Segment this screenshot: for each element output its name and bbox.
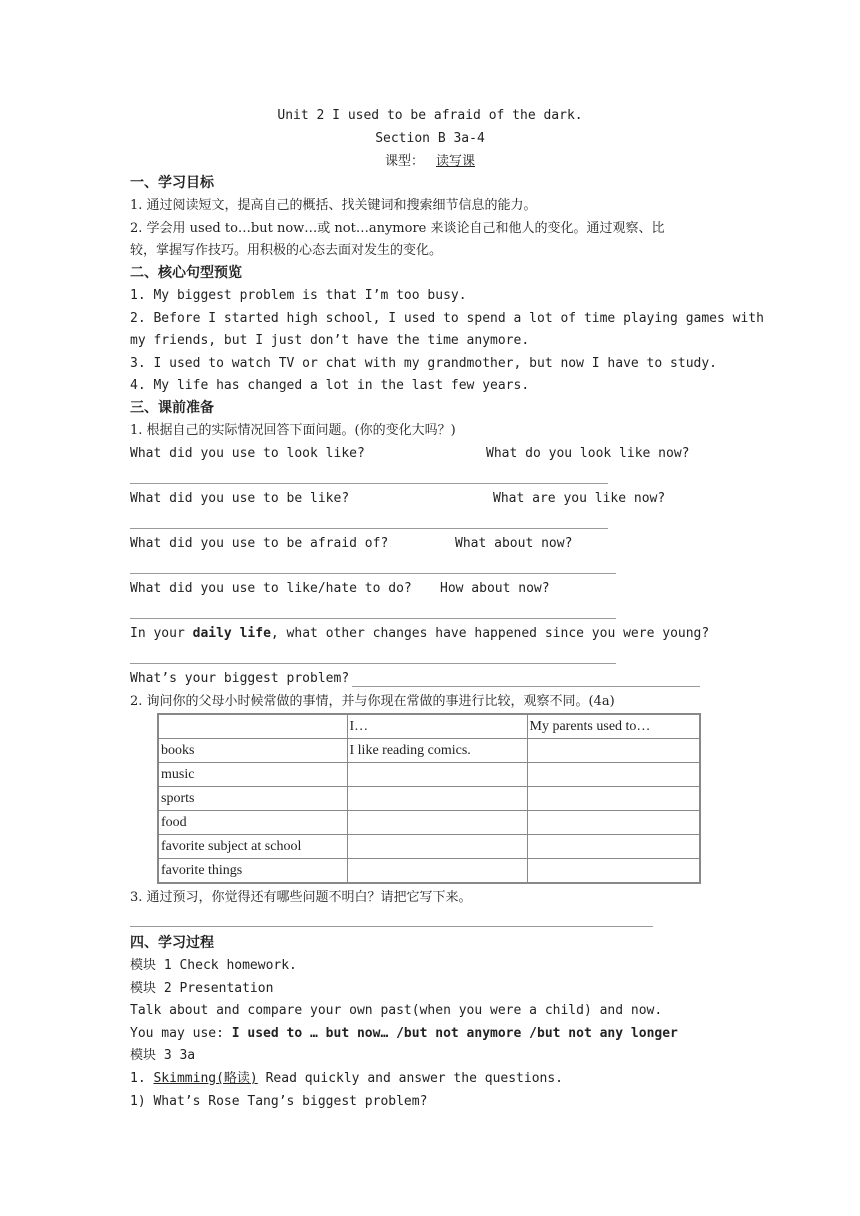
daily-life-question xyxy=(130,624,709,644)
section-4-heading: 四、学习过程 xyxy=(130,935,214,951)
table-row xyxy=(158,787,700,811)
daily-life-post: , what other changes have happened since you were young? xyxy=(270,626,710,641)
question-left: What did you use to look like? xyxy=(130,446,365,461)
table-cell[interactable] xyxy=(347,811,527,835)
table-cell[interactable] xyxy=(347,835,527,859)
reading-question-1: 1) What’s Rose Tang’s biggest problem? xyxy=(130,1094,428,1109)
daily-life-pre: In your xyxy=(130,626,193,641)
sentence-4: 4. My life has changed a lot in the last few years. xyxy=(130,378,530,393)
sentence-3: 3. I used to watch TV or chat with my grandmother, but now I have to study. xyxy=(130,356,717,371)
sentence-2-line1: 2. Before I started high school, I used to spend a lot of time playing games with xyxy=(130,311,764,326)
table-cell: music xyxy=(158,763,347,787)
table-cell: sports xyxy=(158,787,347,811)
use-phrases-label: You may use: xyxy=(130,1026,232,1041)
table-cell[interactable]: I like reading comics. xyxy=(347,739,527,763)
table-header-cell xyxy=(158,714,347,739)
skimming-instruction: Read quickly and answer the questions. xyxy=(257,1071,564,1086)
question-left: What did you use to be afraid of? xyxy=(130,536,389,551)
prep-question-3-intro: 3. 通过预习，你觉得还有哪些问题不明白？请把它写下来。 xyxy=(130,890,472,905)
question-right: How about now? xyxy=(440,581,550,596)
answer-line[interactable] xyxy=(130,528,608,529)
table-cell[interactable] xyxy=(347,763,527,787)
lesson-type-value: 读写课 xyxy=(436,154,476,169)
table-row xyxy=(158,859,700,884)
comparison-table xyxy=(157,713,701,884)
skimming-task xyxy=(130,1069,563,1089)
use-phrases xyxy=(130,1024,678,1044)
section-3-heading: 三、课前准备 xyxy=(130,400,214,416)
table-cell[interactable] xyxy=(347,859,527,884)
objective-2-line1: 2. 学会用 used to…but now…或 not…anymore 来谈论自己和他人的变化。通过观察、比 xyxy=(130,221,665,236)
skimming-number: 1. xyxy=(130,1071,154,1086)
question-right: What do you look like now? xyxy=(486,446,690,461)
table-cell[interactable] xyxy=(347,787,527,811)
table-cell[interactable] xyxy=(527,811,700,835)
answer-line[interactable] xyxy=(352,686,700,687)
question-left: What did you use to be like? xyxy=(130,491,350,506)
table-cell[interactable] xyxy=(527,787,700,811)
module-1: 模块 1 Check homework. xyxy=(130,958,297,973)
table-cell[interactable] xyxy=(527,763,700,787)
table-cell: books xyxy=(158,739,347,763)
question-right: What are you like now? xyxy=(493,491,666,506)
section-2-heading: 二、核心句型预览 xyxy=(130,265,242,281)
section-1-heading: 一、学习目标 xyxy=(130,175,214,191)
module-2: 模块 2 Presentation xyxy=(130,981,274,996)
table-row xyxy=(158,763,700,787)
answer-line[interactable] xyxy=(130,663,616,664)
lesson-type xyxy=(0,152,860,172)
use-phrases-bold: I used to … but now… /but not anymore /but not any longer xyxy=(231,1026,678,1041)
module-3: 模块 3 3a xyxy=(130,1048,196,1063)
table-cell[interactable] xyxy=(527,739,700,763)
page-title: Unit 2 I used to be afraid of the dark. xyxy=(277,108,583,123)
table-cell[interactable] xyxy=(527,835,700,859)
section-subtitle: Section B 3a-4 xyxy=(375,131,485,146)
daily-life-bold: daily life xyxy=(192,626,271,641)
biggest-problem-question: What’s your biggest problem? xyxy=(130,671,350,686)
question-right: What about now? xyxy=(455,536,573,551)
talk-prompt: Talk about and compare your own past(when you were a child) and now. xyxy=(130,1003,663,1018)
sentence-1: 1. My biggest problem is that I’m too busy. xyxy=(130,288,467,303)
objective-1: 1. 通过阅读短文，提高自己的概括、找关键词和搜索细节信息的能力。 xyxy=(130,198,537,213)
table-row xyxy=(158,739,700,763)
answer-line[interactable] xyxy=(130,573,616,574)
table-header-cell: My parents used to… xyxy=(527,714,700,739)
prep-question-1-intro: 1. 根据自己的实际情况回答下面问题。(你的变化大吗？) xyxy=(130,423,456,438)
question-left: What did you use to like/hate to do? xyxy=(130,581,412,596)
answer-line[interactable] xyxy=(130,483,608,484)
table-row xyxy=(158,835,700,859)
table-cell: favorite subject at school xyxy=(158,835,347,859)
prep-question-2-intro: 2. 询问你的父母小时候常做的事情，并与你现在常做的事进行比较，观察不同。(4a) xyxy=(130,694,615,709)
objective-2-line2: 较，掌握写作技巧。用积极的心态去面对发生的变化。 xyxy=(130,243,443,258)
table-cell[interactable] xyxy=(527,859,700,884)
table-header-row xyxy=(158,714,700,739)
answer-line[interactable] xyxy=(130,618,616,619)
table-cell: food xyxy=(158,811,347,835)
table-cell: favorite things xyxy=(158,859,347,884)
lesson-type-label: 课型： xyxy=(384,154,424,169)
sentence-2-line2: my friends, but I just don’t have the time anymore. xyxy=(130,333,530,348)
skimming-label: Skimming(略读) xyxy=(153,1071,258,1086)
table-row xyxy=(158,811,700,835)
table-header-cell: I… xyxy=(347,714,527,739)
answer-line[interactable] xyxy=(130,926,653,927)
